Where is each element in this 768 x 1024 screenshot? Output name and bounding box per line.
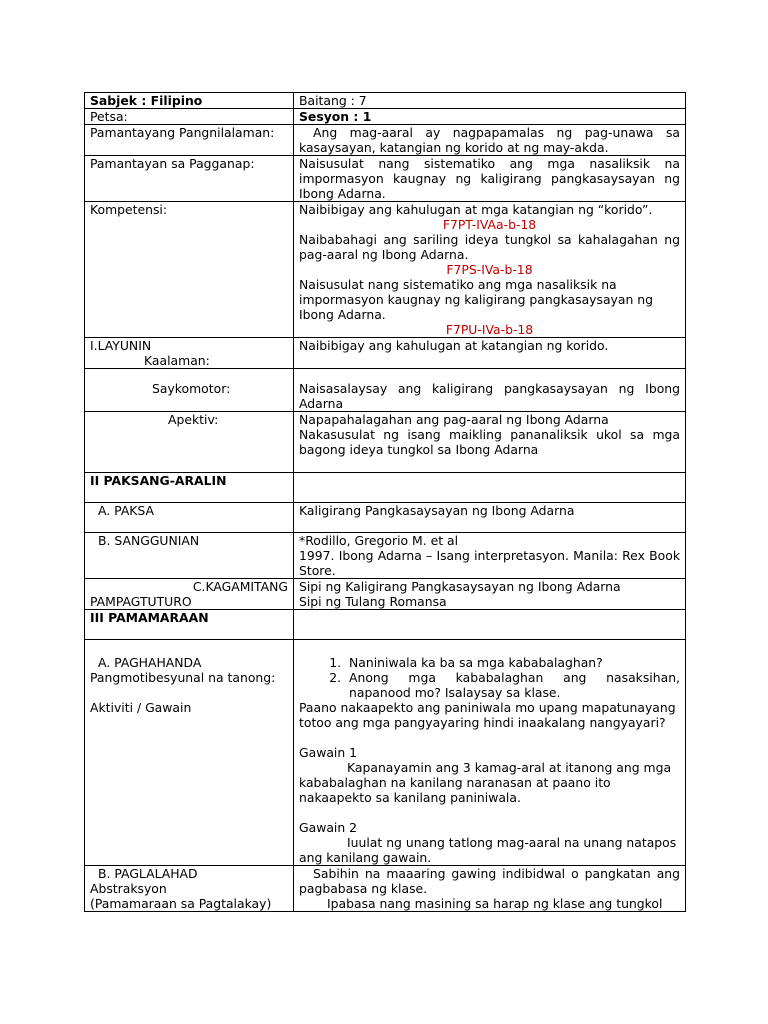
grade-cell: Baitang : 7 <box>294 93 686 109</box>
table-row <box>85 503 686 533</box>
competency-label: Kompetensi: <box>85 202 294 338</box>
table-row <box>85 533 686 579</box>
discussion-label: (Pamamaraan sa Pagtalakay) <box>90 896 272 911</box>
table-row <box>85 202 686 338</box>
table-row <box>85 156 686 202</box>
knowledge-label: Kaalaman: <box>144 353 210 368</box>
empty-cell <box>294 610 686 640</box>
abstraction-label: Abstraksyon <box>90 881 167 896</box>
performance-standard-text: Naisusulat nang sistematiko ang mga nasaliksik na impormasyon kaugnay ng kaligirang pangkasaysayan ng Ibong Adarna. <box>294 156 686 202</box>
task1-title: Gawain 1 <box>299 745 358 760</box>
materials-label: PAMPAGTUTURO <box>90 594 192 609</box>
reference-cell <box>294 533 686 579</box>
table-row <box>85 125 686 156</box>
affective-text: Napapahalagahan ang pag-aaral ng Ibong Adarna <box>299 412 609 427</box>
table-row <box>85 640 686 866</box>
reference-label: B. SANGGUNIAN <box>98 533 200 548</box>
reference-line: 1997. Ibong Adarna – Isang interpretasyon. Manila: Rex Book Store. <box>299 548 680 578</box>
materials-cell <box>294 579 686 610</box>
performance-standard-label: Pamantayan sa Pagganap: <box>85 156 294 202</box>
table-row <box>85 866 686 912</box>
topic-label: A. PAKSA <box>98 503 154 518</box>
table-row <box>85 610 686 640</box>
psychomotor-cell <box>85 369 294 412</box>
presentation-label-cell <box>85 866 294 912</box>
materials-label-cell <box>85 579 294 610</box>
competency-code: F7PS-IVa-b-18 <box>446 262 533 277</box>
affective-label: Apektiv: <box>168 412 219 427</box>
presentation-text: Sabihin na maaaring gawing indibidwal o pangkatan ang pagbabasa ng klase. <box>299 866 680 896</box>
knowledge-text: Naibibigay ang kahulugan at katangian ng korido. <box>294 338 686 369</box>
affective-cell <box>85 412 294 473</box>
table-row <box>85 473 686 503</box>
lesson-plan-table <box>84 92 686 912</box>
table-row <box>85 369 686 412</box>
competency-text: Naibibigay ang kahulugan at mga katangian ng “korido”. <box>299 202 653 217</box>
competency-text: Naibabahagi ang sariling ideya tungkol sa kahalagahan ng pag-aaral ng Ibong Adarna. <box>299 232 680 262</box>
competency-code: F7PU-IVa-b-18 <box>445 322 534 337</box>
procedure-label: III PAMAMARAAN <box>85 610 294 640</box>
reference-label-cell <box>85 533 294 579</box>
activity-label: Aktiviti / Gawain <box>90 700 192 715</box>
affective-text-cell <box>294 412 686 473</box>
content-standard-text: Ang mag-aaral ay nagpapamalas ng pag-unawa sa kasaysayan, katangian ng korido at ng may-akda. <box>294 125 686 156</box>
list-item: 1. Naniniwala ka ba sa mga kababalaghan? <box>345 655 680 670</box>
subject-matter-label: II PAKSANG-ARALIN <box>85 473 294 503</box>
task2-text: Iuulat ng unang tatlong mag-aaral na unang natapos ang kanilang gawain. <box>299 835 677 865</box>
presentation-label: B. PAGLALAHAD <box>98 866 198 881</box>
preparation-label: A. PAGHAHANDA <box>98 655 202 670</box>
materials-item: Sipi ng Kaligirang Pangkasaysayan ng Ibong Adarna <box>299 579 621 594</box>
table-row <box>85 109 686 125</box>
presentation-text: Ipabasa nang masining sa harap ng klase ang tungkol <box>327 896 663 911</box>
presentation-cell <box>294 866 686 912</box>
materials-item: Sipi ng Tulang Romansa <box>299 594 447 609</box>
list-item: 2. Anong mga kababalaghan ang nasaksihan, napanood mo? Isalaysay sa klase. <box>345 670 680 700</box>
objectives-label-cell <box>85 338 294 369</box>
preparation-cell <box>294 640 686 866</box>
subject-cell: Sabjek : Filipino <box>85 93 294 109</box>
table-row <box>85 579 686 610</box>
topic-label-cell <box>85 503 294 533</box>
date-label: Petsa: <box>85 109 294 125</box>
activity-intro: Paano nakaapekto ang paniniwala mo upang mapatunayang totoo ang mga pangyayaring hindi inaakalang nangyayari? <box>299 700 676 730</box>
content-standard-label: Pamantayang Pangnilalaman: <box>85 125 294 156</box>
reference-line: *Rodillo, Gregorio M. et al <box>299 533 459 548</box>
competency-text: Naisusulat nang sistematiko ang mga nasaliksik na impormasyon kaugnay ng kaligirang pangkasaysayan ng Ibong Adarna. <box>299 277 653 322</box>
motivation-label: Pangmotibesyunal na tanong: <box>90 670 276 685</box>
preparation-label-cell <box>85 640 294 866</box>
task2-title: Gawain 2 <box>299 820 358 835</box>
affective-text: Nakasusulat ng isang maikling pananaliksik ukol sa mga bagong ideya tungkol sa Ibong Adarna <box>299 427 680 457</box>
materials-label: C.KAGAMITANG <box>192 579 288 594</box>
table-row <box>85 338 686 369</box>
table-row <box>85 412 686 473</box>
motivation-questions <box>299 655 680 700</box>
psychomotor-label: Saykomotor: <box>152 381 231 396</box>
objectives-label: I.LAYUNIN <box>90 338 152 353</box>
session-cell: Sesyon : 1 <box>294 109 686 125</box>
table-row <box>85 93 686 109</box>
task1-text: Kapanayamin ang 3 kamag-aral at itanong ang mga kababalaghan na kanilang naranasan at paano ito nakaapekto sa kanilang paniniwala. <box>299 760 672 805</box>
competency-code: F7PT-IVAa-b-18 <box>442 217 537 232</box>
competency-list <box>294 202 686 338</box>
psychomotor-text: Naisasalaysay ang kaligirang pangkasaysayan ng Ibong Adarna <box>294 369 686 412</box>
empty-cell <box>294 473 686 503</box>
topic-text: Kaligirang Pangkasaysayan ng Ibong Adarna <box>294 503 686 533</box>
